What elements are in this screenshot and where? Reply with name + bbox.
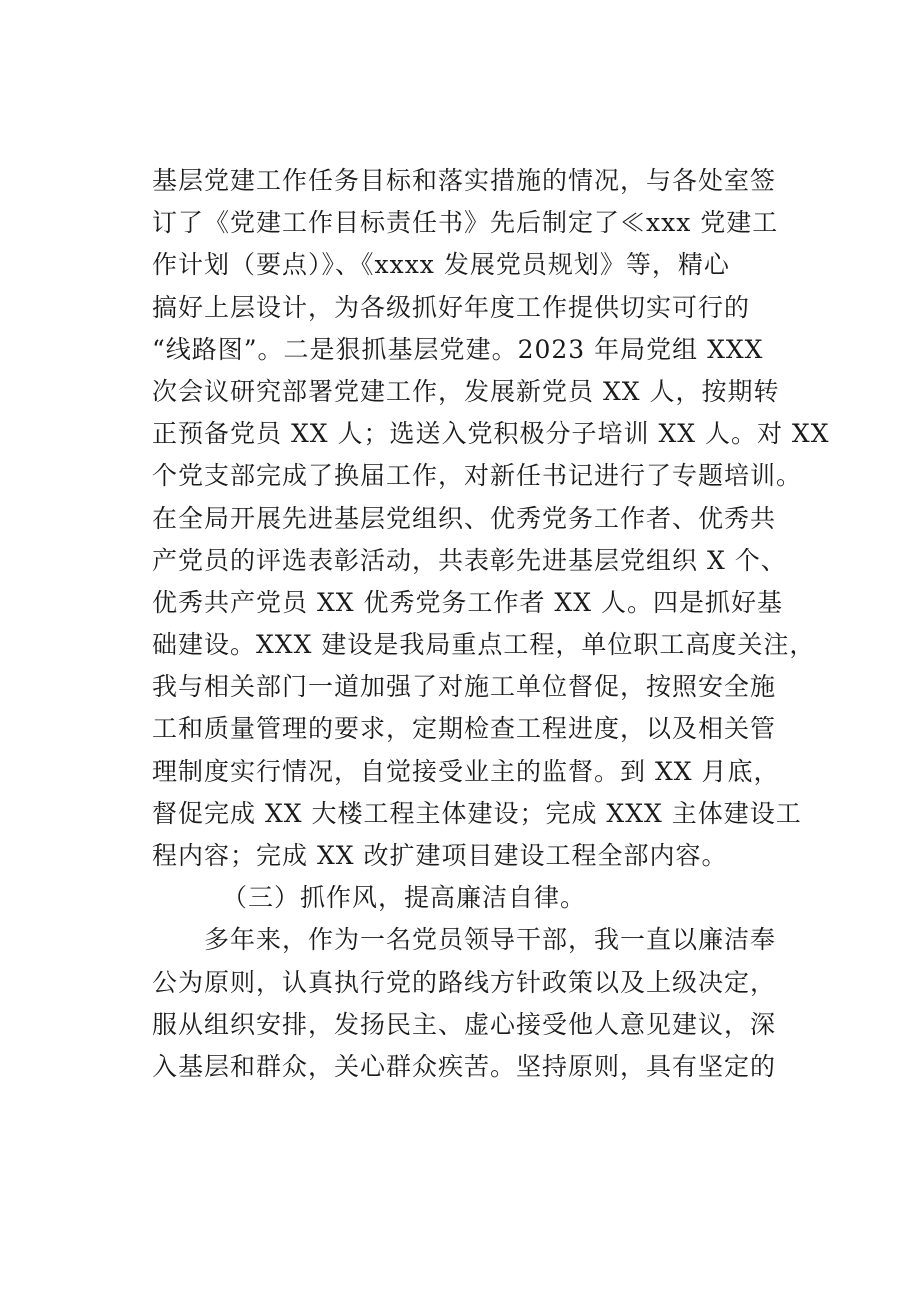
text-line: 次会议研究部署党建工作，发展新党员 XX 人，按期转 — [152, 376, 780, 406]
text-line: 我与相关部门一道加强了对施工单位督促，按照安全施 — [152, 672, 777, 702]
text-line: 程内容；完成 XX 改扩建项目建设工程全部内容。 — [152, 841, 728, 870]
text-line: 多年来，作为一名党员领导干部，我一直以廉洁奉 — [204, 925, 777, 955]
text-line: 正预备党员 XX 人；选送入党积极分子培训 XX 人。对 XX — [152, 419, 830, 449]
paragraph-integrity — [152, 919, 792, 1088]
text-line: 在全局开展先进基层党组织、优秀党务工作者、优秀共 — [152, 503, 777, 533]
text-line: 搞好上层设计，为各级抓好年度工作提供切实可行的 — [152, 292, 751, 322]
document-body — [152, 160, 830, 1088]
text-line: 工和质量管理的要求，定期检查工程进度，以及相关管 — [152, 714, 777, 744]
text-line: “线路图”。二是狠抓基层党建。2023 年局党组 XXX — [152, 334, 764, 364]
paragraph-party-building — [152, 160, 830, 877]
text-line: 入基层和群众，关心群众疾苦。坚持原则，具有坚定的 — [152, 1051, 777, 1081]
section-heading: （三）抓作风，提高廉洁自律。 — [222, 883, 587, 913]
text-line: 督促完成 XX 大楼工程主体建设；完成 XXX 主体建设工 — [152, 798, 802, 828]
text-line: 理制度实行情况，自觉接受业主的监督。到 XX 月底， — [152, 756, 780, 786]
text-line: 产党员的评选表彰活动，共表彰先进基层党组织 X 个、 — [152, 545, 787, 575]
text-line: 公为原则，认真执行党的路线方针政策以及上级决定， — [152, 967, 777, 997]
text-line: 个党支部完成了换届工作，对新任书记进行了专题培训。 — [152, 461, 803, 491]
text-line: 础建设。XXX 建设是我局重点工程，单位职工高度关注， — [152, 630, 816, 660]
text-line: 基层党建工作任务目标和落实措施的情况，与各处室签 — [152, 166, 777, 195]
text-line: 服从组织安排，发扬民主、虚心接受他人意见建议，深 — [152, 1009, 777, 1039]
text-line: 订了《党建工作目标责任书》先后制定了≪xxx 党建工 — [152, 208, 779, 238]
text-line: 优秀共产党员 XX 优秀党务工作者 XX 人。四是抓好基 — [152, 587, 783, 617]
text-line: 作计划（要点）》、《xxxx 发展党员规划》等，精心 — [152, 250, 730, 280]
